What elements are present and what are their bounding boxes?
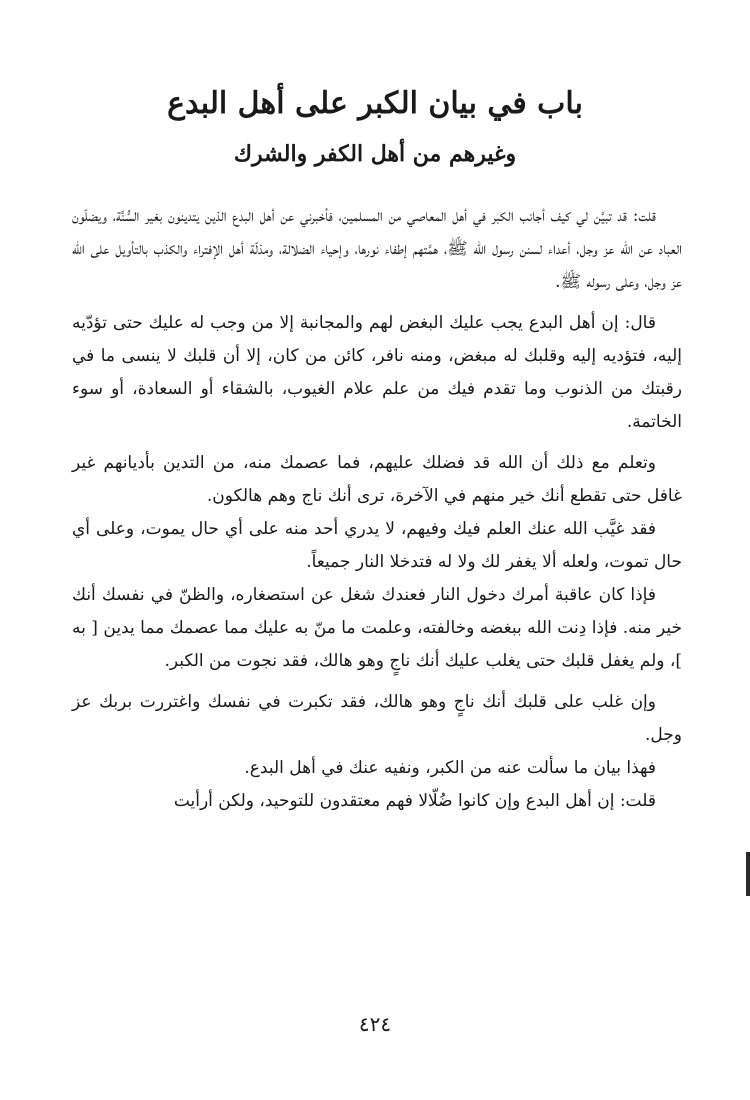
paragraph: قلت: قد تبيَّن لي كيف أجانب الكبر في أهل المعاصي من المسلمين، فأخبرني عن أهل البدع الذين يتدينون بغير السُّنَّة، ويضلّون العباد عن الله عز وجل، أعداء لسنن رسول الله ﷺ، همَّتهم إطفاء نورها، وإحياء الضلالة، ومذلّة أهل الإفتراء والكذب بالتأويل على الله عز وجل، وعلى رسوله ﷺ.	[72, 206, 682, 292]
paragraph: فإذا كان عاقبة أمرك دخول النار فعندك شغل عن استصغاره، والظنّ في نفسك أنك خير منه. فإذا دِنت الله ببغضه وخالفته، وعلمت ما منّ به عليك مما عصمك مما يدين [ به ]، ولم يغفل قلبك حتى يغلب عليك أنك ناجٍ وهو هالك، فقد نجوت من الكبر.	[72, 585, 682, 671]
page-number: ٤٢٤	[358, 1012, 392, 1036]
scan-edge-mark	[746, 852, 750, 896]
paragraph: فهذا بيان ما سألت عنه من الكبر، ونفيه عنك في أهل البدع.	[244, 758, 656, 778]
paragraph: قلت: إن أهل البدع وإن كانوا ضُلّالا فهم معتقدون للتوحيد، ولكن أرأيت	[173, 791, 656, 811]
paragraph: قال: إن أهل البدع يجب عليك البغض لهم والمجانبة إلا من وجب له عليك حتى تؤدّيه إليه، فتؤديه إليه وقلبك له مبغض، ومنه نافر، كائن من كان، إلا أن قلبك لا ينسى ما في رقبتك من الذنوب وما تقدم فيك من علم علام الغيوب، بالشقاء أو السعادة، أو سوء الخاتمة.	[72, 313, 682, 432]
body-text	[72, 200, 682, 818]
chapter-title: باب في بيان الكبر على أهل البدع	[167, 86, 583, 121]
paragraph: فقد غيَّب الله عنك العلم فيك وفيهم، لا يدري أحد منه على أي حال يموت، وعلى أي حال تموت، ولعله ألا يغفر لك ولا له فتدخلا النار جميعاً.	[72, 519, 682, 572]
paragraph: وإن غلب على قلبك أنك ناجٍ وهو هالك، فقد تكبرت في نفسك واغتررت بربك عز وجل.	[72, 692, 682, 745]
chapter-subtitle: وغيرهم من أهل الكفر والشرك	[233, 141, 517, 167]
paragraph: وتعلم مع ذلك أن الله قد فضلك عليهم، فما عصمك منه، من التدين بأديانهم غير غافل حتى تقطع أنك خير منهم في الآخرة، ترى أنك ناج وهم هالكون.	[72, 453, 682, 506]
